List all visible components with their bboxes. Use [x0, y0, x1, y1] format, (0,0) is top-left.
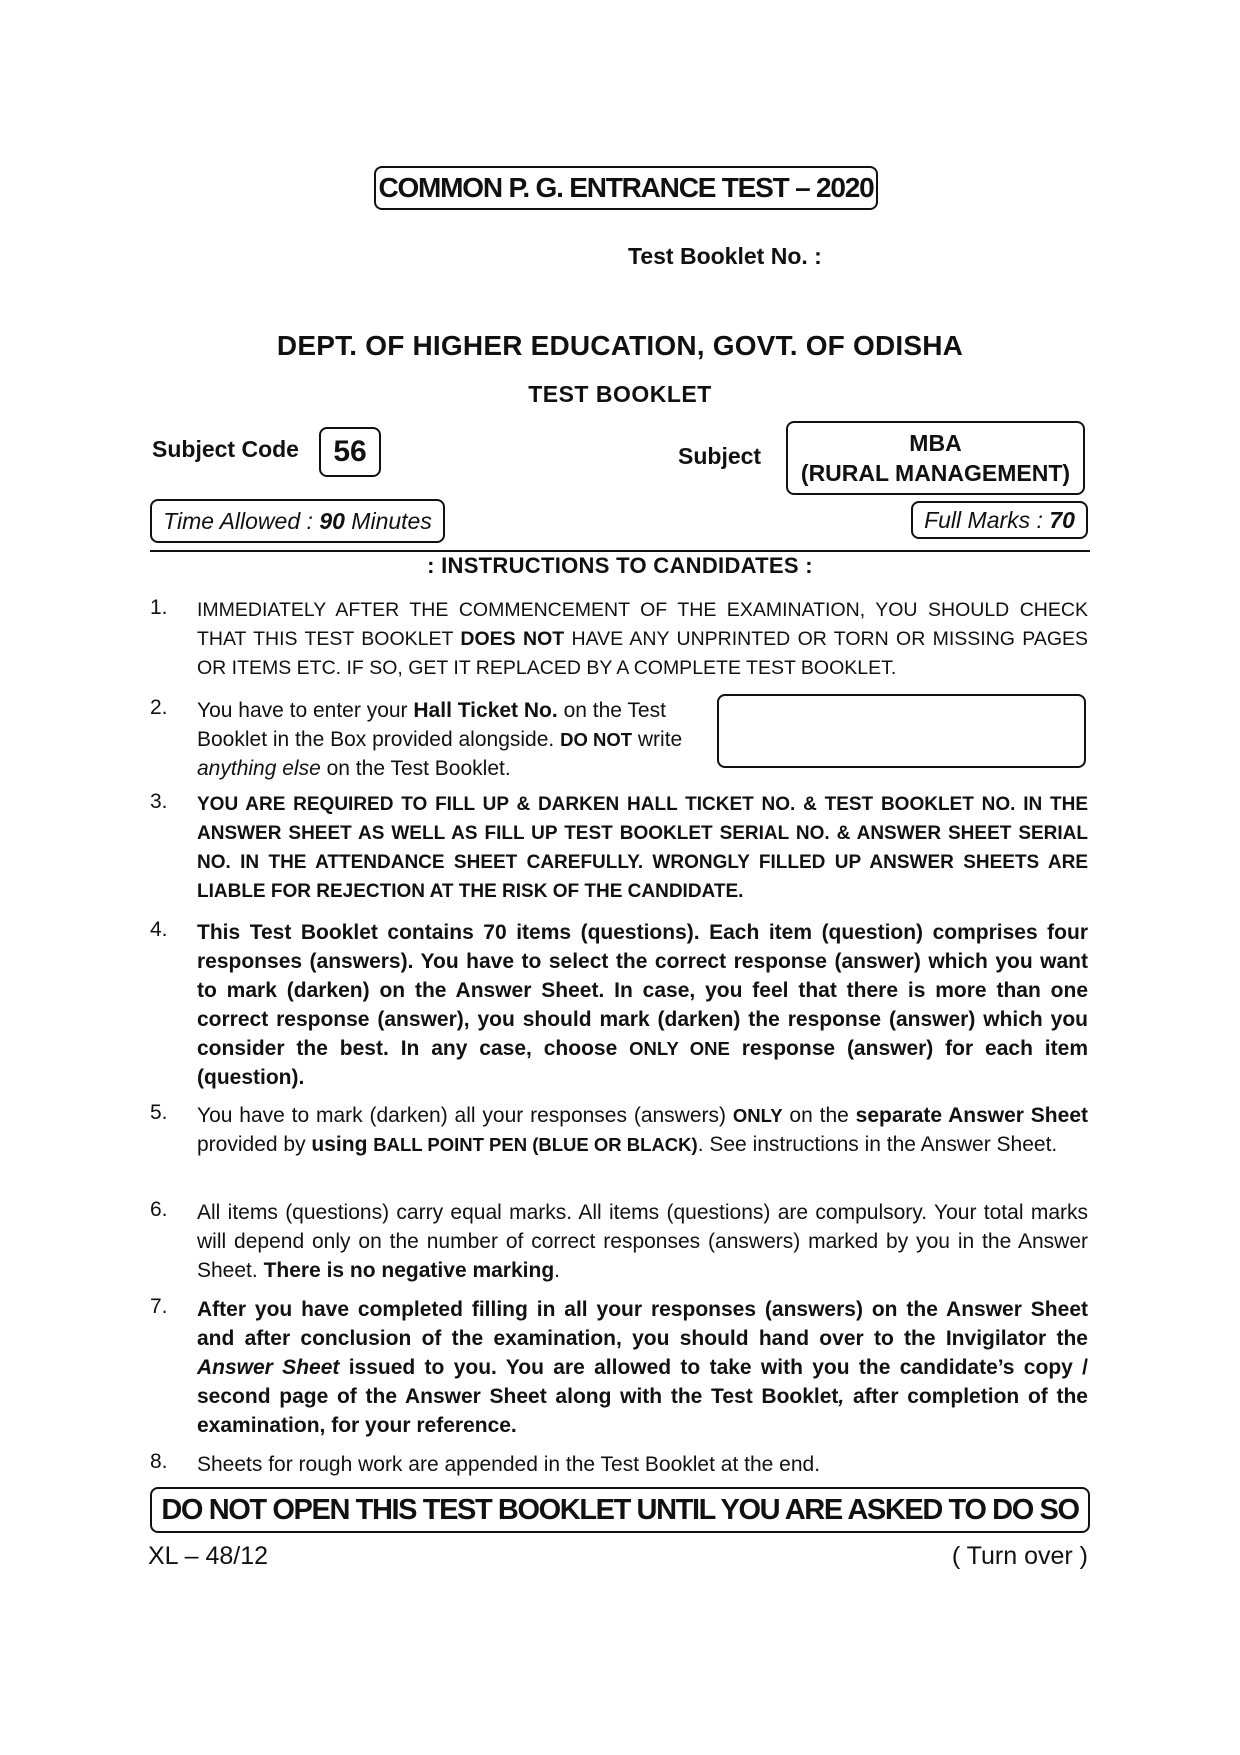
- instruction-emphasis: DO NOT: [560, 729, 633, 750]
- instruction-emphasis: separate Answer Sheet: [855, 1104, 1088, 1127]
- instruction-emphasis: DOES NOT: [460, 628, 565, 650]
- full-marks-box: [911, 501, 1088, 539]
- instruction-text: You have to mark (darken) all your responses (answers): [197, 1104, 727, 1127]
- full-marks-label: Full Marks :: [924, 506, 1043, 533]
- subject-name-line2: (RURAL MANAGEMENT): [800, 460, 1071, 486]
- time-allowed-value: 90: [319, 507, 345, 534]
- item-number: 6.: [150, 1198, 168, 1221]
- instruction-text: . See instructions in the Answer Sheet.: [697, 1133, 1058, 1156]
- instruction-emphasis: ONLY ONE: [629, 1038, 730, 1059]
- instruction-item-8: [150, 1450, 1088, 1479]
- instruction-italic: Answer Sheet: [197, 1356, 340, 1379]
- subject-name-box: [786, 421, 1085, 495]
- item-number: 7.: [150, 1295, 168, 1318]
- instruction-text: issued to you. You are allowed to take with you the candidate’s copy / second page of the Answer Sheet along with the Test Booklet: [197, 1356, 1088, 1408]
- instruction-text: on the Test Booklet in the Box provided alongside.: [197, 699, 666, 751]
- instruction-emphasis: There is no negative marking: [263, 1259, 555, 1282]
- instruction-emphasis: ONLY: [732, 1105, 783, 1126]
- instruction-emphasis: BALL POINT PEN (BLUE OR BLACK): [373, 1134, 698, 1155]
- instruction-italic: anything else: [197, 757, 321, 780]
- instruction-item-3: [150, 790, 1088, 906]
- instruction-text: after completion of the examination, for your reference.: [197, 1385, 1088, 1437]
- instruction-text: IMMEDIATELY AFTER THE COMMENCEMENT OF THE EXAMINATION, YOU SHOULD CHECK THAT THIS TEST BOOKLET: [197, 599, 1088, 650]
- item-number: 2.: [150, 696, 168, 719]
- instruction-text: .: [554, 1259, 560, 1282]
- subject-code-label: Subject Code: [152, 436, 299, 462]
- instruction-text: Sheets for rough work are appended in the Test Booklet at the end.: [197, 1453, 821, 1476]
- time-allowed-label: Time Allowed :: [163, 507, 313, 534]
- instruction-item-7: [150, 1295, 1088, 1440]
- instruction-text: You have to enter your: [197, 699, 408, 722]
- department-title: DEPT. OF HIGHER EDUCATION, GOVT. OF ODISHA: [276, 330, 964, 361]
- instruction-text: After you have completed filling in all your responses (answers) on the Answer Sheet and after conclusion of the examination, you should hand over to the Invigilator the: [197, 1298, 1088, 1350]
- full-marks-value: 70: [1049, 506, 1075, 533]
- instruction-text: All items (questions) carry equal marks. All items (questions) are compulsory. Your total marks will depend only on the number of correct responses (answers) marked by you in the Answer Sheet.: [197, 1201, 1088, 1282]
- test-booklet-heading: TEST BOOKLET: [528, 381, 712, 407]
- instruction-text: provided by: [197, 1133, 306, 1156]
- time-allowed-box: [150, 499, 445, 543]
- exam-title: COMMON P. G. ENTRANCE TEST – 2020: [374, 166, 878, 210]
- instruction-text: This Test Booklet contains 70 items (questions). Each item (question) comprises four responses (answers). You have to select the correct response (answer) which you want to mark (darken) on the Answer Sheet. In case, you feel that there is more than one correct response (answer), you should mark (darken) the response (answer) which you consider the best. In any case, choose: [197, 921, 1088, 1060]
- time-allowed-unit: Minutes: [351, 507, 432, 534]
- instruction-emphasis: Hall Ticket No.: [413, 699, 558, 722]
- instructions-heading: : INSTRUCTIONS TO CANDIDATES :: [427, 553, 813, 578]
- instruction-italic: ,: [838, 1385, 845, 1408]
- do-not-open-banner: DO NOT OPEN THIS TEST BOOKLET UNTIL YOU ARE ASKED TO DO SO: [150, 1487, 1090, 1533]
- item-number: 8.: [150, 1450, 168, 1473]
- instruction-text: HAVE ANY UNPRINTED OR TORN OR MISSING PAGES OR ITEMS ETC. IF SO, GET IT REPLACED BY A COMPLETE TEST BOOKLET.: [197, 628, 1089, 679]
- subject-label: Subject: [678, 443, 762, 469]
- item-number: 3.: [150, 790, 168, 813]
- item-number: 5.: [150, 1101, 168, 1124]
- divider-rule: [150, 550, 1090, 552]
- instruction-text: YOU ARE REQUIRED TO FILL UP & DARKEN HALL TICKET NO. & TEST BOOKLET NO. IN THE ANSWER SHEET AS WELL AS FILL UP TEST BOOKLET SERIAL NO. & ANSWER SHEET SERIAL NO. IN THE ATTENDANCE SHEET CAREFULLY. WRONGLY FILLED UP ANSWER SHEETS ARE LIABLE FOR REJECTION AT THE RISK OF THE CANDIDATE.: [197, 794, 1088, 902]
- item-number: 4.: [150, 918, 168, 941]
- instruction-item-2: [150, 696, 710, 783]
- booklet-code-reference: XL – 48/12: [148, 1542, 269, 1570]
- test-booklet-no-label: Test Booklet No. :: [628, 243, 822, 269]
- item-number: 1.: [150, 596, 168, 619]
- instruction-text: on the: [789, 1104, 849, 1127]
- turn-over-note: ( Turn over ): [951, 1542, 1088, 1570]
- instruction-text: write: [637, 728, 683, 751]
- hall-ticket-entry-box[interactable]: [717, 694, 1086, 768]
- instruction-text: on the Test Booklet.: [326, 757, 511, 780]
- instruction-item-6: [150, 1198, 1088, 1285]
- subject-code-value: 56: [319, 427, 381, 477]
- instruction-item-5: [150, 1101, 1088, 1159]
- subject-name-line1: MBA: [909, 430, 962, 456]
- instruction-item-1: [150, 596, 1088, 683]
- instruction-emphasis: using: [311, 1133, 368, 1156]
- instruction-item-4: [150, 918, 1088, 1092]
- instruction-text: response (answer) for each item (question).: [197, 1037, 1088, 1089]
